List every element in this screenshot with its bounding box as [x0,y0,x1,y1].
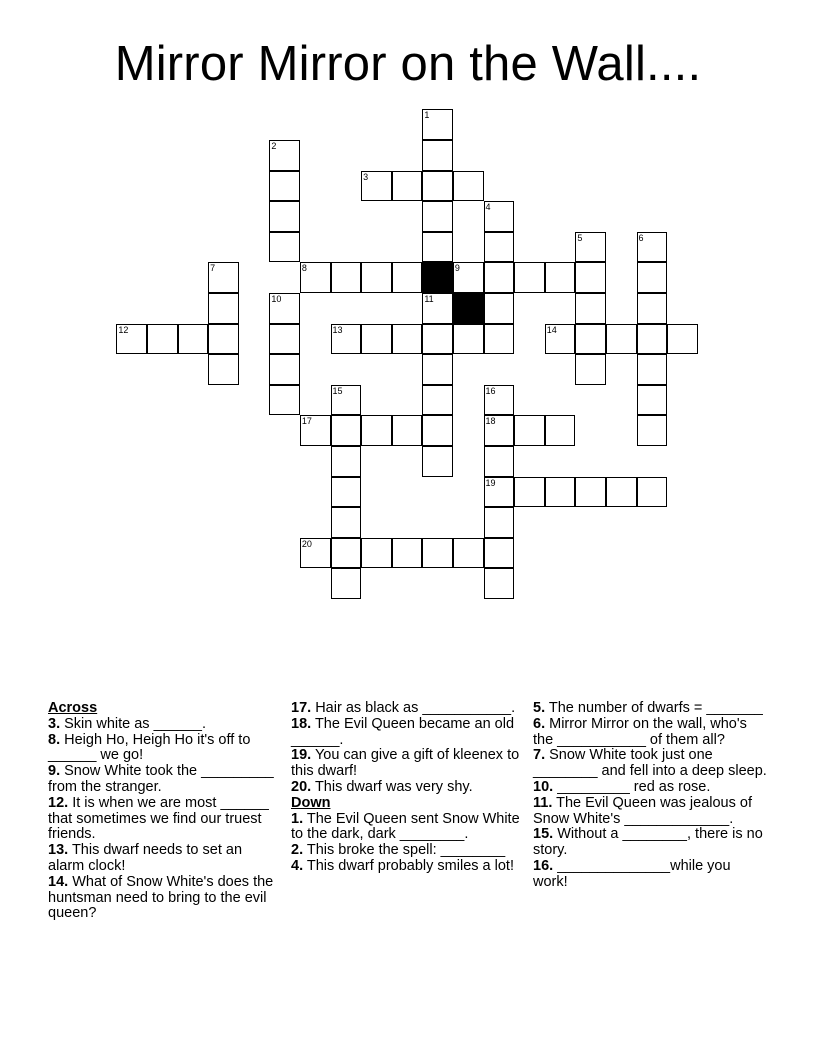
clue-down-5: 5. The number of dwarfs = _______ [533,700,763,716]
cell-number: 11 [424,293,434,304]
grid-cell[interactable] [269,293,300,324]
grid-cell[interactable] [331,415,362,446]
grid-cell[interactable] [208,262,239,293]
grid-cell[interactable] [422,415,453,446]
grid-cell[interactable] [575,477,606,508]
grid-cell[interactable] [545,262,576,293]
grid-cell[interactable] [269,354,300,385]
grid-cell[interactable] [422,385,453,416]
grid-cell[interactable] [422,446,453,477]
grid-cell[interactable] [361,262,392,293]
grid-cell[interactable] [637,232,668,263]
grid-cell[interactable] [392,538,423,569]
clues-column-2 [291,701,521,875]
grid-cell[interactable] [575,293,606,324]
grid-cell[interactable] [361,538,392,569]
grid-cell[interactable] [422,140,453,171]
grid-cell[interactable] [392,262,423,293]
grid-cell[interactable] [637,415,668,446]
grid-cell[interactable] [484,385,515,416]
grid-cell[interactable] [392,171,423,202]
grid-cell[interactable] [331,568,362,599]
cell-number: 7 [210,263,216,274]
grid-cell[interactable] [300,415,331,446]
grid-cell[interactable] [422,324,453,355]
down-heading: Down [291,794,331,811]
cell-number: 15 [332,385,343,396]
grid-cell[interactable] [484,568,515,599]
puzzle-title: Mirror Mirror on the Wall.... [114,37,702,91]
cell-number: 3 [363,171,369,182]
clue-down-2: 2. This broke the spell: ________ [291,842,506,859]
grid-cell[interactable] [453,324,484,355]
grid-cell[interactable] [331,262,362,293]
grid-cell[interactable] [453,262,484,293]
grid-cell[interactable] [147,324,178,355]
grid-cell[interactable] [667,324,698,355]
clue-down-7: 7. Snow White took just one ________ and fell into a deep sleep. [533,747,767,780]
grid-cell[interactable] [484,446,515,477]
grid-cell[interactable] [331,446,362,477]
grid-cell[interactable] [545,477,576,508]
grid-cell[interactable] [514,415,545,446]
cell-number: 12 [118,324,129,335]
clue-across-12: 12. It is when we are most ______ that sometimes we find our truest friends. [48,794,269,843]
grid-cell[interactable] [575,262,606,293]
grid-cell[interactable] [514,262,545,293]
grid-cell[interactable] [637,262,668,293]
grid-cell[interactable] [637,324,668,355]
grid-cell[interactable] [484,538,515,569]
grid-cell[interactable] [637,293,668,324]
clue-down-11: 11. The Evil Queen was jealous of Snow White's _____________. [533,794,752,827]
grid-cell[interactable] [208,324,239,355]
grid-cell[interactable] [116,324,147,355]
cell-number: 9 [454,263,460,274]
clue-down-16: 16. ______________while you work! [533,857,731,890]
grid-cell[interactable] [208,354,239,385]
grid-cell[interactable] [575,354,606,385]
grid-cell[interactable] [637,354,668,385]
grid-cell[interactable] [422,201,453,232]
clue-across-3: 3. Skin white as ______. [48,715,206,732]
clue-down-10: 10. _________ red as rose. [533,778,711,795]
grid-cell[interactable] [422,232,453,263]
grid-cell[interactable] [300,262,331,293]
grid-cell[interactable] [484,415,515,446]
grid-cell[interactable] [484,232,515,263]
cell-number: 6 [638,232,644,243]
grid-cell[interactable] [331,385,362,416]
grid-cell[interactable] [361,415,392,446]
across-heading: Across [48,700,98,716]
grid-cell[interactable] [422,538,453,569]
cell-number: 19 [485,477,496,488]
grid-cell[interactable] [637,477,668,508]
clues-column-1 [48,701,276,922]
cell-number: 2 [271,140,277,151]
grid-cell[interactable] [300,538,331,569]
grid-cell[interactable] [606,477,637,508]
grid-cell[interactable] [453,538,484,569]
clue-down-4: 4. This dwarf probably smiles a lot! [291,857,514,874]
grid-cell[interactable] [392,324,423,355]
grid-cell[interactable] [484,324,515,355]
grid-cell[interactable] [331,324,362,355]
grid-cell[interactable] [422,171,453,202]
grid-cell[interactable] [331,507,362,538]
grid-cell[interactable] [575,324,606,355]
clue-across-9: 9. Snow White took the _________ from the stranger. [48,763,274,795]
grid-cell[interactable] [208,293,239,324]
clue-across-18: 18. The Evil Queen became an old ______. [291,715,515,748]
clue-across-8: 8. Heigh Ho, Heigh Ho it's off to ______ we go! [48,731,251,764]
cell-number: 8 [301,263,307,274]
cell-number: 17 [301,416,312,427]
grid-cell[interactable] [269,201,300,232]
cell-number: 14 [546,324,557,335]
grid-cell[interactable] [178,324,209,355]
grid-cell[interactable] [484,507,515,538]
clue-down-6: 6. Mirror Mirror on the wall, who's the ___________ of them all? [533,715,747,748]
grid-cell[interactable] [269,232,300,263]
clue-across-19: 19. You can give a gift of kleenex to this dwarf! [291,747,520,780]
cell-number: 4 [485,202,491,213]
clue-down-15: 15. Without a ________, there is no story. [533,826,763,859]
grid-cell[interactable] [269,140,300,171]
grid-cell[interactable] [575,232,606,263]
grid-cell[interactable] [484,293,515,324]
grid-cell[interactable] [484,477,515,508]
clue-across-13: 13. This dwarf needs to set an alarm clock! [48,842,243,874]
black-cell [453,293,484,324]
grid-cell[interactable] [269,171,300,202]
grid-cell[interactable] [545,324,576,355]
grid-cell[interactable] [269,385,300,416]
grid-cell[interactable] [422,109,453,140]
grid-cell[interactable] [269,324,300,355]
grid-cell[interactable] [514,477,545,508]
grid-cell[interactable] [484,201,515,232]
clue-across-17: 17. Hair as black as ___________. [291,700,516,716]
grid-cell[interactable] [453,171,484,202]
grid-cell[interactable] [545,415,576,446]
grid-cell[interactable] [422,354,453,385]
cell-number: 20 [301,538,312,549]
grid-cell[interactable] [422,293,453,324]
grid-cell[interactable] [392,415,423,446]
grid-cell[interactable] [361,171,392,202]
cell-number: 1 [424,110,430,121]
grid-cell[interactable] [331,477,362,508]
cell-number: 18 [485,416,496,427]
clues-column-3 [533,701,769,891]
grid-cell[interactable] [331,538,362,569]
grid-cell[interactable] [637,385,668,416]
black-cell [422,262,453,293]
cell-number: 16 [485,385,496,396]
clue-across-14: 14. What of Snow White's does the huntsman need to bring to the evil queen? [48,873,274,922]
clue-down-1: 1. The Evil Queen sent Snow White to the dark, dark ________. [291,810,520,843]
grid-cell[interactable] [606,324,637,355]
grid-cell[interactable] [361,324,392,355]
cell-number: 10 [271,293,282,304]
cell-number: 13 [332,324,343,335]
grid-cell[interactable] [484,262,515,293]
cell-number: 5 [577,232,583,243]
clue-across-20: 20. This dwarf was very shy. [291,778,473,795]
